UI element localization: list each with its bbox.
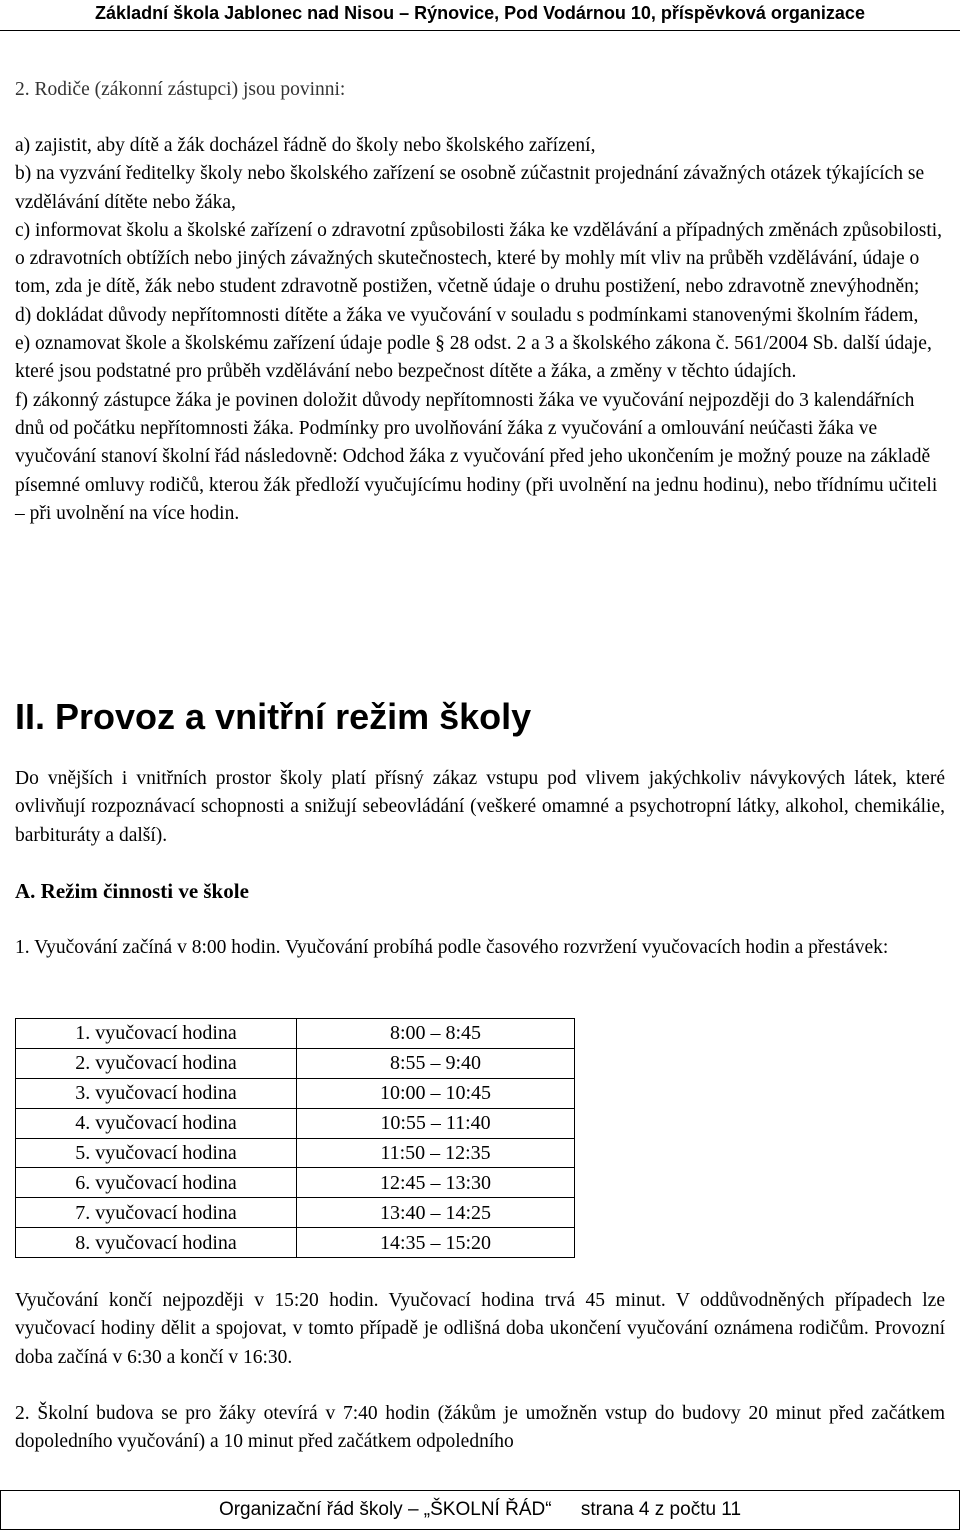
table-row (16, 1108, 575, 1138)
page-number: strana 4 z počtu 11 (580, 1499, 742, 1520)
lesson-cell: 4. vyučovací hodina (16, 1108, 297, 1138)
parents-duties-list: a) zajistit, aby dítě a žák docházel řádně do školy nebo školského zařízení, b) na vyzvání ředitelky školy nebo školského zařízení se osobně zúčastnit projednání závažných otázek týkajících se vzdělávání dítěte nebo žáka, c) informovat školu a školské zařízení o zdravotní způsobilosti žáka ke vzdělávání a případných změnách způsobilosti, o zdravotních obtížích nebo jiných závažných skutečnostech, které by mohly mít vliv na průběh vzdělávání, údaje o tom, zda je dítě, žák nebo student zdravotně postižen, včetně údaje o druhu postižení, nebo zdravotně znevýhodněn; d) dokládat důvody nepřítomnosti dítěte a žáka ve vyučování v souladu s podmínkami stanovenými školním řádem, e) oznamovat škole a školskému zařízení údaje podle § 28 odst. 2 a 3 a školského zákona č. 561/2004 Sb. další údaje, které jsou podstatné pro průběh vzdělávání nebo bezpečnost dítěte a žáka, a změny v těchto údajích. f) zákonný zástupce žáka je povinen doložit důvody nepřítomnosti žáka ve vyučování nejpozději do 3 kalendářních dnů od počátku nepřítomnosti žáka. Podmínky pro uvolňování žáka z vyučování a omlouvání neúčasti žáka ve vyučování stanoví školní řád následovně: Odchod žáka z vyučování před jeho ukončením je možný pouze na základě písemné omluvy rodičů, kterou žák předloží vyučujícímu hodiny (při uvolnění na jednu hodinu), nebo třídnímu učiteli – při uvolnění na více hodin. (15, 135, 943, 524)
table-row (16, 1078, 575, 1108)
lesson-cell: 6. vyučovací hodina (16, 1168, 297, 1198)
lesson-cell: 1. vyučovací hodina (16, 1019, 297, 1049)
time-cell: 10:55 – 11:40 (297, 1108, 575, 1138)
lesson-cell: 5. vyučovací hodina (16, 1138, 297, 1168)
page-header: Základní škola Jablonec nad Nisou – Rýnovice, Pod Vodárnou 10, příspěvková organizace (0, 0, 960, 31)
page-footer (0, 1490, 960, 1530)
section-title: A. Režim činnosti ve škole (15, 879, 249, 903)
time-cell: 11:50 – 12:35 (297, 1138, 575, 1168)
schedule-intro: 1. Vyučování začíná v 8:00 hodin. Vyučování probíhá podle časového rozvržení vyučovacích hodin a přestávek: (15, 937, 889, 958)
lesson-cell: 8. vyučovací hodina (16, 1228, 297, 1258)
building-opening-paragraph: 2. Školní budova se pro žáky otevírá v 7:40 hodin (žákům je umožněn vstup do budovy 20 minut před začátkem dopoledního vyučování) a 10 minut před začátkem odpoledního (15, 1403, 945, 1453)
chapter-intro: Do vnějších i vnitřních prostor školy platí přísný zákaz vstupu pod vlivem jakýchkoliv návykových látek, které ovlivňují rozpoznávací schopnosti a snižují sebeovládání (veškeré omamné a psychotropní látky, alkohol, chemikálie, barbituráty a další). (15, 768, 945, 846)
table-row (16, 1019, 575, 1049)
table-row (16, 1168, 575, 1198)
section-intro: 2. Rodiče (zákonní zástupci) jsou povinni: (15, 79, 346, 100)
chapter-title: II. Provoz a vnitřní režim školy (15, 696, 532, 737)
time-cell: 10:00 – 10:45 (297, 1078, 575, 1108)
lesson-cell: 3. vyučovací hodina (16, 1078, 297, 1108)
lesson-cell: 7. vyučovací hodina (16, 1198, 297, 1228)
time-cell: 8:55 – 9:40 (297, 1048, 575, 1078)
footer-title: Organizační řád školy – „ŠKOLNÍ ŘÁD“ (218, 1499, 552, 1520)
table-row (16, 1198, 575, 1228)
end-of-lessons-paragraph: Vyučování končí nejpozději v 15:20 hodin. Vyučovací hodina trvá 45 minut. V oddůvodněných případech lze vyučovací hodiny dělit a spojovat, v tomto případě je odlišná doba ukončení vyučování oznámena rodičům. Provozní doba začíná v 6:30 a končí v 16:30. (15, 1290, 945, 1368)
time-cell: 13:40 – 14:25 (297, 1198, 575, 1228)
lesson-cell: 2. vyučovací hodina (16, 1048, 297, 1078)
time-cell: 12:45 – 13:30 (297, 1168, 575, 1198)
lesson-schedule-table (15, 1018, 575, 1258)
time-cell: 14:35 – 15:20 (297, 1228, 575, 1258)
time-cell: 8:00 – 8:45 (297, 1019, 575, 1049)
table-row (16, 1228, 575, 1258)
table-row (16, 1048, 575, 1078)
table-row (16, 1138, 575, 1168)
